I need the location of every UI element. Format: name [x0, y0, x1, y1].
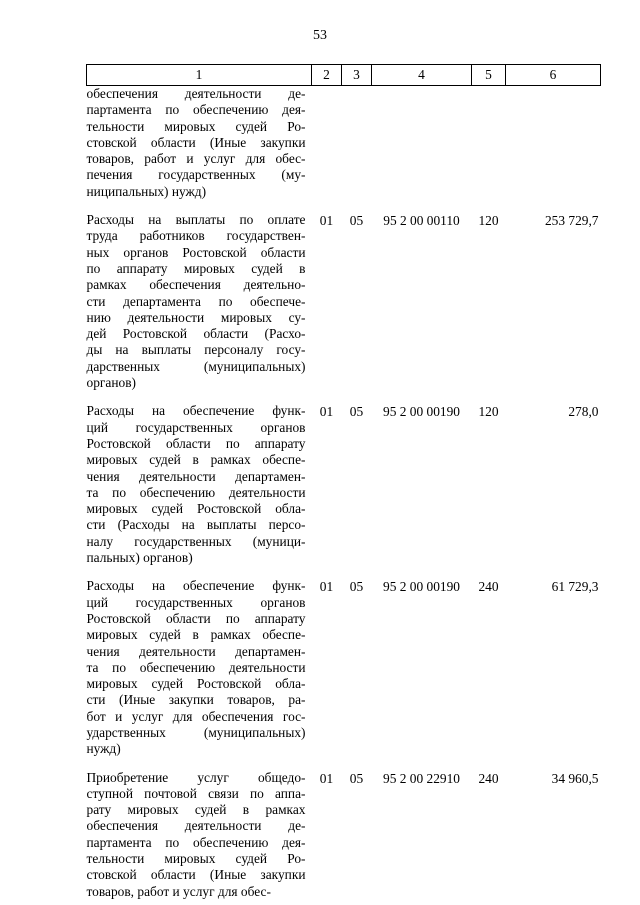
description-line: мировых судей в рамках обеспе- [86, 627, 306, 643]
description-line: ций государственных органов [86, 419, 306, 435]
description-line: ступной почтовой связи по аппа- [86, 785, 306, 801]
description-line: обеспечения деятельности де- [86, 818, 306, 834]
spacer-cell [506, 758, 601, 770]
row-description [87, 770, 312, 900]
description-line: Ростовской области по аппарату [86, 610, 306, 626]
page-number: 53 [313, 28, 327, 43]
spacer-cell [342, 566, 372, 578]
description-line: мировых судей в рамках обеспе- [86, 452, 306, 468]
spacer-cell [87, 391, 312, 403]
spacer-cell [372, 758, 472, 770]
description-line: та по обеспечению деятельности [86, 484, 306, 500]
description-line: труда работников государствен- [86, 228, 306, 244]
description-line: партамента по обеспечению дея- [86, 102, 306, 118]
row-amount [506, 86, 601, 201]
spacer-cell [87, 200, 312, 212]
description-line: пальных) органов) [86, 550, 193, 566]
header-col-2: 2 [312, 65, 342, 86]
description-line: чения деятельности департамен- [86, 643, 306, 659]
description-line: товаров, работ и услуг для обес- [86, 883, 271, 899]
row-expense-type: 120 [478, 404, 499, 420]
spacer-cell [472, 200, 506, 212]
spacer-cell [312, 566, 342, 578]
description-line: по аппарату мировых судей в [86, 260, 306, 276]
table-row [87, 403, 601, 566]
row-target-article: 95 2 00 22910 [383, 770, 460, 786]
row-amount: 253 729,7 [544, 213, 599, 229]
description-line: сти (Расходы на выплаты персо- [86, 517, 306, 533]
row-target-article: 95 2 00 00110 [383, 213, 460, 229]
description-line: дей Ростовской области (Расхо- [86, 326, 306, 342]
spacer-cell [312, 391, 342, 403]
row-target-article: 95 2 00 00190 [383, 579, 460, 595]
description-line: Расходы на обеспечение функ- [86, 403, 306, 419]
description-line: ударственных (муниципальных) [86, 724, 306, 740]
spacer-cell [506, 200, 601, 212]
spacer-cell [372, 200, 472, 212]
description-line: стовской области (Иные закупки [86, 867, 306, 883]
row-section-code [312, 86, 342, 201]
row-spacer [87, 758, 601, 770]
row-spacer [87, 391, 601, 403]
row-description [87, 403, 312, 566]
description-line: ниципальных) нужд) [86, 183, 207, 199]
table-header-row [87, 65, 601, 86]
row-amount: 278,0 [568, 404, 599, 420]
row-spacer [87, 566, 601, 578]
description-line: рамках обеспечения деятельно- [86, 277, 306, 293]
spacer-cell [312, 758, 342, 770]
header-col-1: 1 [87, 65, 312, 86]
description-line: рату мировых судей в рамках [86, 802, 306, 818]
spacer-cell [506, 391, 601, 403]
spacer-cell [472, 758, 506, 770]
spacer-cell [312, 200, 342, 212]
description-line: стовской области (Иные закупки [86, 134, 306, 150]
row-amount: 61 729,3 [551, 579, 599, 595]
table-row [87, 212, 601, 391]
description-line: Ростовской области по аппарату [86, 435, 306, 451]
row-subsection-code: 05 [349, 213, 364, 229]
header-col-6: 6 [506, 65, 601, 86]
description-line: Расходы на выплаты по оплате [86, 212, 306, 228]
description-line: та по обеспечению деятельности [86, 659, 306, 675]
description-line: дарственных (муниципальных) [86, 358, 306, 374]
description-line: сти департамента по обеспече- [86, 293, 306, 309]
row-target-article [372, 86, 472, 201]
row-expense-type: 240 [478, 770, 499, 786]
description-line: тельности мировых судей Ро- [86, 851, 306, 867]
spacer-cell [472, 566, 506, 578]
row-subsection-code [342, 86, 372, 201]
header-col-3: 3 [342, 65, 372, 86]
description-line: Приобретение услуг общедо- [86, 769, 306, 785]
spacer-cell [506, 566, 601, 578]
row-section-code: 01 [319, 213, 334, 229]
description-line: партамента по обеспечению дея- [86, 834, 306, 850]
row-section-code: 01 [319, 404, 334, 420]
description-line: тельности мировых судей Ро- [86, 118, 306, 134]
description-line: налу государственных (муници- [86, 533, 306, 549]
row-description [87, 578, 312, 757]
description-line: нужд) [86, 741, 121, 757]
spacer-cell [372, 391, 472, 403]
row-description [87, 212, 312, 391]
row-description [87, 86, 312, 201]
spacer-cell [87, 758, 312, 770]
row-spacer [87, 200, 601, 212]
budget-table [86, 64, 601, 900]
row-section-code: 01 [319, 579, 334, 595]
row-amount: 34 960,5 [551, 770, 599, 786]
header-col-5: 5 [472, 65, 506, 86]
row-expense-type [472, 86, 506, 201]
description-line: чения деятельности департамен- [86, 468, 306, 484]
spacer-cell [342, 758, 372, 770]
description-line: сти (Иные закупки товаров, ра- [86, 692, 306, 708]
table-row [87, 86, 601, 201]
row-subsection-code: 05 [349, 770, 364, 786]
spacer-cell [372, 566, 472, 578]
spacer-cell [472, 391, 506, 403]
description-line: обеспечения деятельности де- [86, 86, 306, 101]
description-line: Расходы на обеспечение функ- [86, 578, 306, 594]
spacer-cell [342, 200, 372, 212]
spacer-cell [87, 566, 312, 578]
description-line: ций государственных органов [86, 594, 306, 610]
description-line: органов) [86, 375, 136, 391]
row-expense-type: 240 [478, 579, 499, 595]
spacer-cell [342, 391, 372, 403]
description-line: ды на выплаты персоналу госу- [86, 342, 306, 358]
table-row [87, 770, 601, 900]
table-body [87, 86, 601, 900]
description-line: печения государственных (му- [86, 167, 306, 183]
description-line: бот и услуг для обеспечения гос- [86, 708, 306, 724]
description-line: мировых судей Ростовской обла- [86, 501, 306, 517]
description-line: товаров, работ и услуг для обес- [86, 151, 306, 167]
row-section-code: 01 [319, 770, 334, 786]
row-expense-type: 120 [478, 213, 499, 229]
row-subsection-code: 05 [349, 404, 364, 420]
row-subsection-code: 05 [349, 579, 364, 595]
description-line: мировых судей Ростовской обла- [86, 676, 306, 692]
header-col-4: 4 [372, 65, 472, 86]
description-line: ных органов Ростовской области [86, 244, 306, 260]
row-target-article: 95 2 00 00190 [383, 404, 460, 420]
table-row [87, 578, 601, 757]
description-line: нию деятельности мировых су- [86, 309, 306, 325]
